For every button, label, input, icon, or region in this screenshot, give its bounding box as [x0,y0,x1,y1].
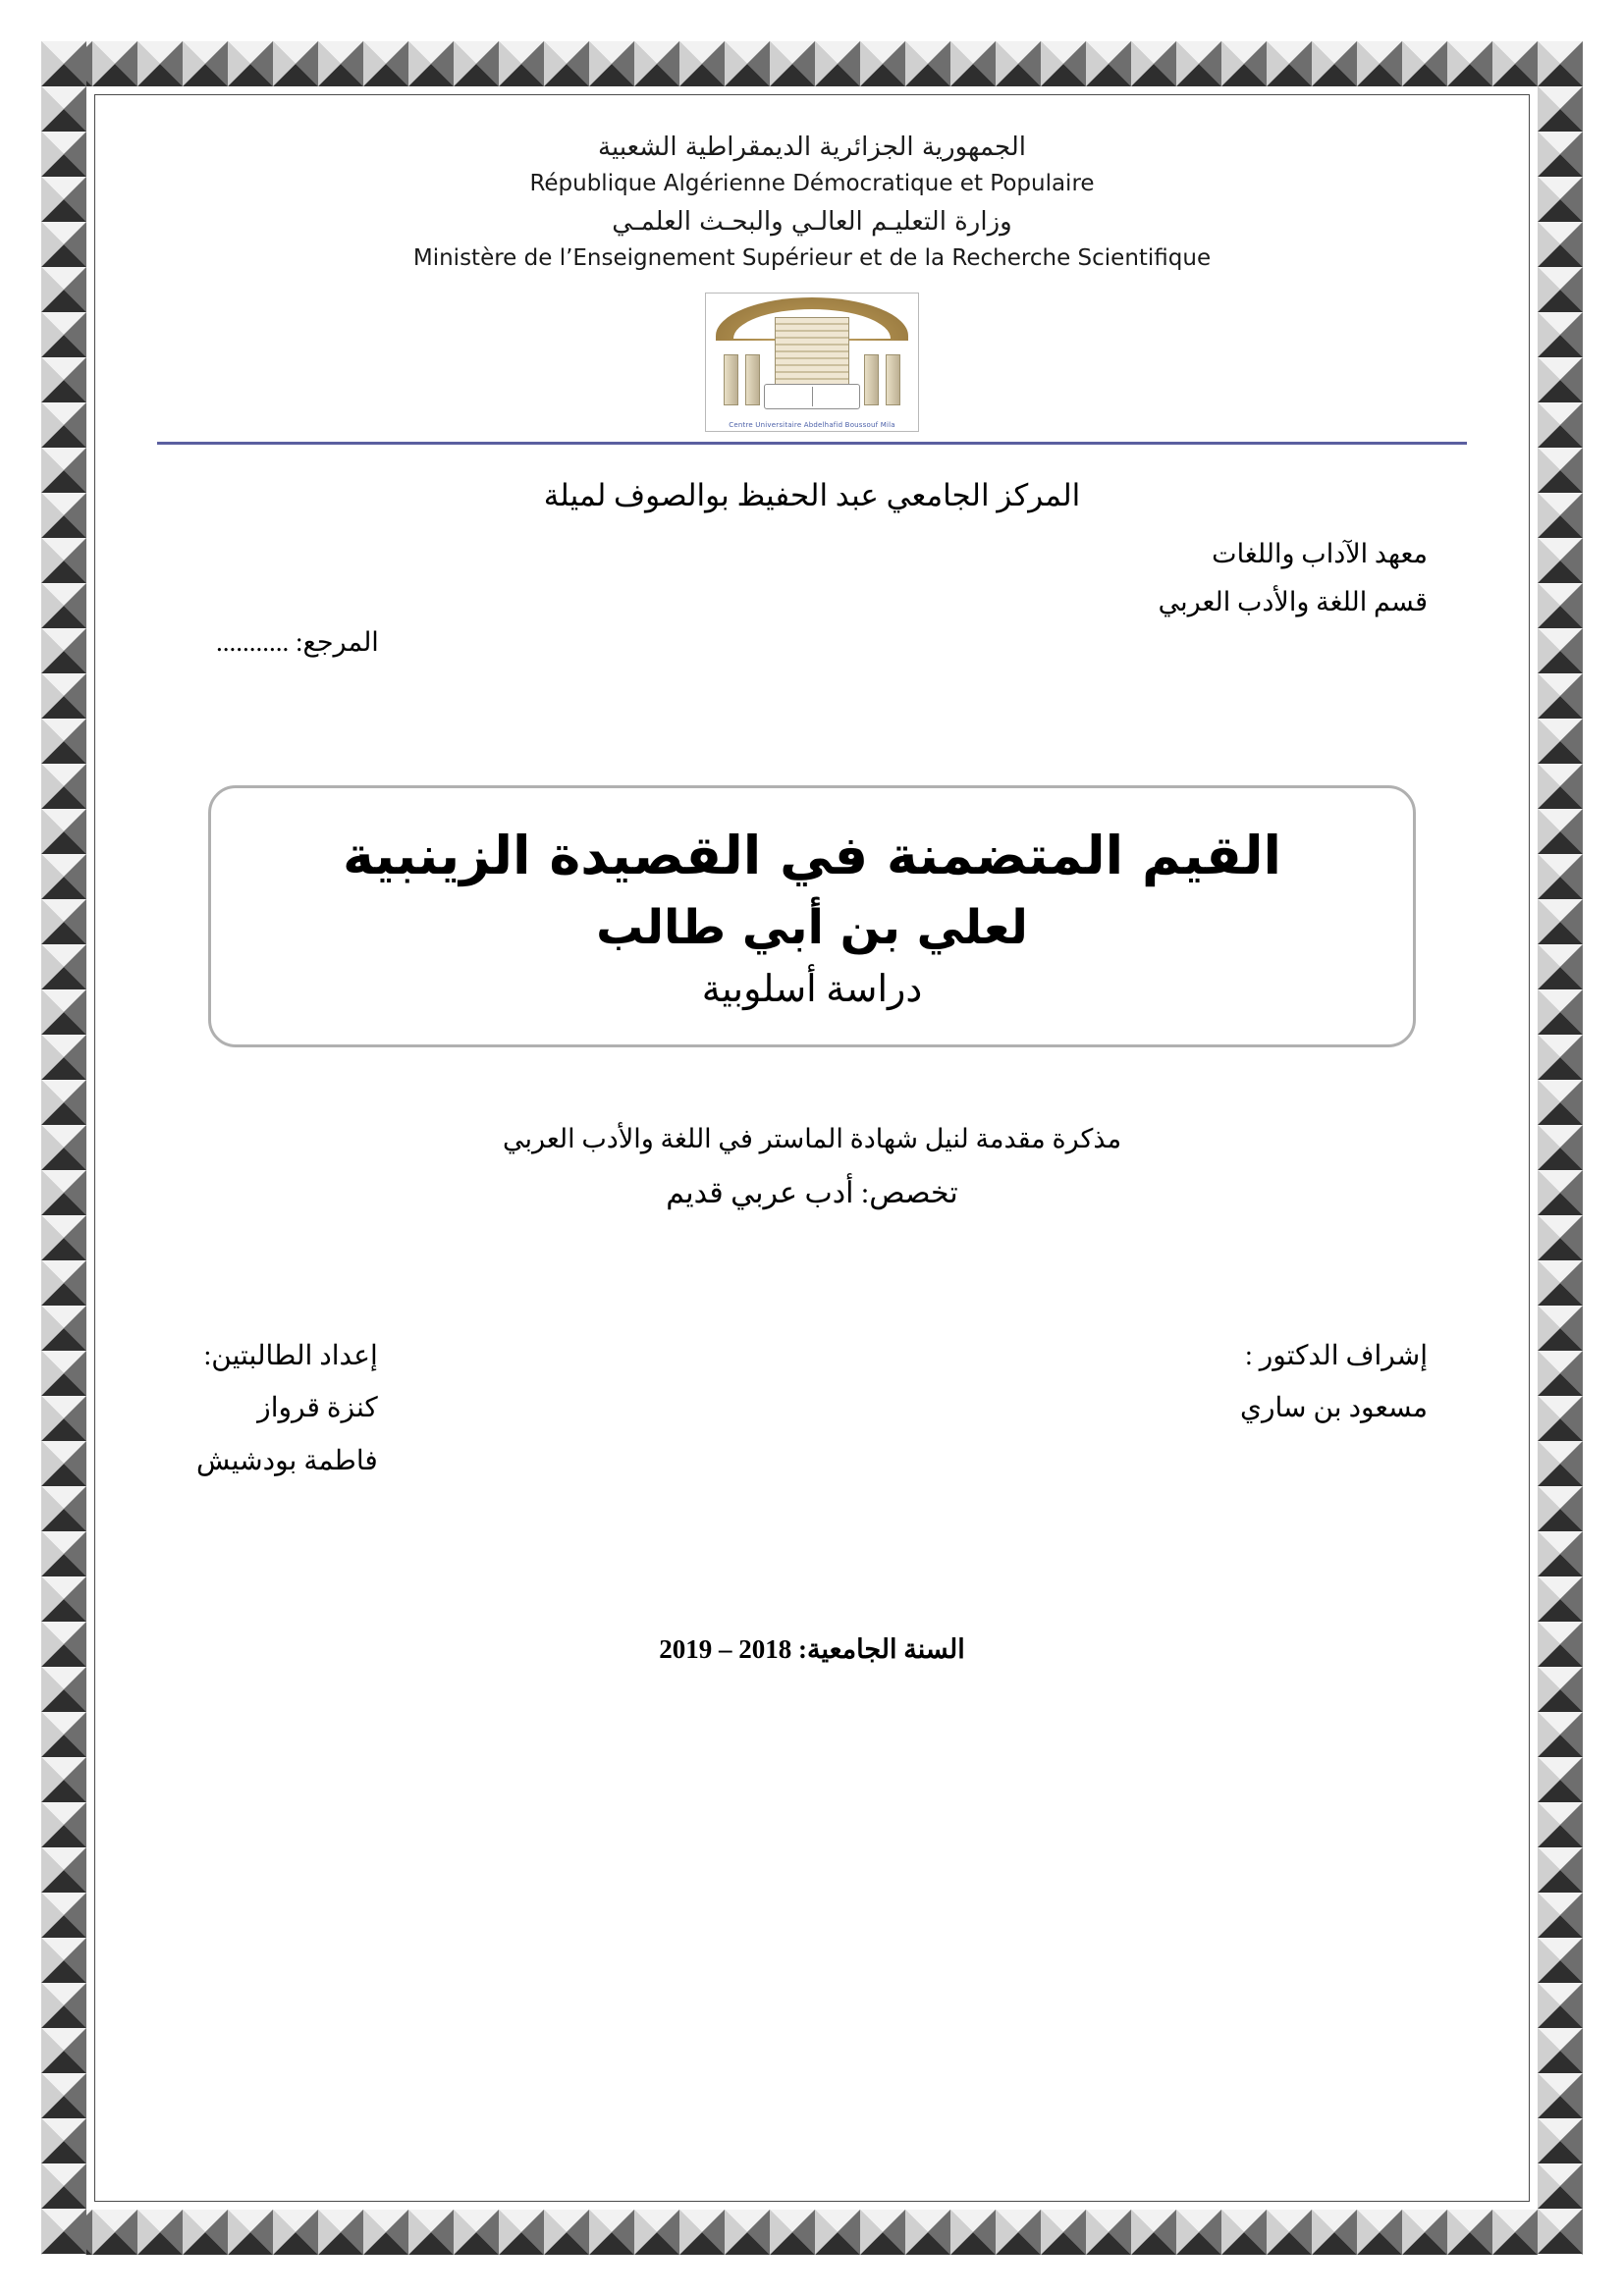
logo-caption: Centre Universitaire Abdelhafid Boussouf Mila [729,420,895,429]
border-pyramid-icon [1086,41,1131,86]
border-pyramid-icon [41,132,86,177]
border-pyramid-icon [1402,41,1447,86]
border-pyramid-icon [1538,944,1583,989]
department-name: قسم اللغة والأدب العربي [1158,586,1428,616]
border-pyramid-icon [1492,2210,1538,2255]
border-pyramid-icon [950,41,996,86]
ministry-header [157,128,1467,277]
border-pyramid-icon [1538,1441,1583,1486]
border-pyramid-icon [137,41,183,86]
border-pyramid-icon [996,41,1041,86]
border-pyramid-icon [41,1622,86,1667]
border-pyramid-icon [860,2210,905,2255]
border-pyramid-icon [499,41,544,86]
border-pyramid-icon [815,2210,860,2255]
border-pyramid-icon [815,41,860,86]
border-pyramid-icon [41,177,86,222]
people-section [157,1330,1467,1487]
border-pyramid-icon [41,448,86,493]
border-pyramid-icon [1538,989,1583,1035]
border-pyramid-icon [41,1847,86,1893]
border-pyramid-icon [41,1486,86,1531]
logo-column-icon [745,354,760,405]
border-pyramid-icon [725,41,770,86]
border-pyramid-icon [92,41,137,86]
border-pyramid-icon [1538,673,1583,719]
border-pyramid-icon [1538,1486,1583,1531]
thesis-title-sub: لعلي بن أبي طالب [596,900,1028,956]
degree-statement: مذكرة مقدمة لنيل شهادة الماستر في اللغة والأدب العربي [502,1124,1122,1154]
border-pyramid-icon [41,1667,86,1712]
border-pyramid-icon [41,2254,86,2255]
border-pyramid-icon [41,1170,86,1215]
ministry-title-french: Ministère de l’Enseignement Supérieur et de la Recherche Scientifique [412,245,1212,272]
border-pyramid-icon [1538,719,1583,764]
ministry-title-arabic: وزارة التعليـم العالـي والبحـث العلمـي [612,206,1012,237]
border-pyramid-icon [41,267,86,312]
border-pyramid-icon [770,2210,815,2255]
border-pyramid-icon [41,1712,86,1757]
border-pyramid-icon [544,2210,589,2255]
border-pyramid-icon [1312,2210,1357,2255]
border-pyramid-icon [679,41,725,86]
border-pyramid-icon [1538,2209,1583,2254]
border-pyramid-icon [41,1802,86,1847]
border-pyramid-icon [1538,538,1583,583]
border-pyramid-icon [1538,1893,1583,1938]
border-pyramid-icon [1447,2210,1492,2255]
border-pyramid-icon [905,2210,950,2255]
border-pyramid-icon [1538,1802,1583,1847]
border-pyramid-icon [363,41,408,86]
border-pyramid-icon [1538,1622,1583,1667]
border-pyramid-icon [41,1576,86,1622]
border-pyramid-icon [1538,1125,1583,1170]
supervisor-name: مسعود بن ساري [1240,1393,1428,1424]
republic-title-arabic: الجمهورية الجزائرية الديمقراطية الشعبية [598,133,1026,162]
border-pyramid-icon [1538,2254,1583,2255]
border-pyramid-icon [1538,1667,1583,1712]
border-pyramid-icon [41,402,86,448]
border-pyramid-icon [1538,2163,1583,2209]
border-pyramid-icon [408,2210,454,2255]
border-pyramid-icon [41,989,86,1035]
border-pyramid-icon [1538,583,1583,628]
border-pyramid-icon [1538,1983,1583,2028]
border-pyramid-icon [950,2210,996,2255]
header-divider [157,442,1467,445]
border-pyramid-icon [41,809,86,854]
border-pyramid-icon [318,2210,363,2255]
border-pyramid-icon [905,41,950,86]
border-pyramid-icon [228,2210,273,2255]
border-pyramid-icon [41,86,86,132]
border-pyramid-icon [41,538,86,583]
border-pyramid-icon [1538,1170,1583,1215]
border-pyramid-icon [1538,267,1583,312]
thesis-title-box [208,785,1416,1047]
border-pyramid-icon [1538,177,1583,222]
border-pyramid-icon [273,2210,318,2255]
border-pyramid-icon [41,1983,86,2028]
border-left [41,41,86,2255]
border-pyramid-icon [1538,493,1583,538]
border-pyramid-icon [860,41,905,86]
border-pyramid-icon [1538,1260,1583,1306]
border-pyramid-icon [41,583,86,628]
border-pyramid-icon [1538,764,1583,809]
border-pyramid-icon [1041,41,1086,86]
reference-number: المرجع: ........... [216,626,379,657]
university-logo [705,293,919,432]
border-pyramid-icon [41,2118,86,2163]
border-pyramid-icon [41,1125,86,1170]
border-pyramid-icon [1538,854,1583,899]
border-pyramid-icon [1538,1531,1583,1576]
border-pyramid-icon [1538,2118,1583,2163]
border-pyramid-icon [1357,41,1402,86]
border-pyramid-icon [454,2210,499,2255]
university-logo-wrapper [157,293,1467,432]
border-pyramid-icon [41,1260,86,1306]
border-pyramid-icon [1041,2210,1086,2255]
border-pyramid-icon [1538,1351,1583,1396]
border-pyramid-icon [544,41,589,86]
border-pyramid-icon [1538,1576,1583,1622]
border-pyramid-icon [41,944,86,989]
republic-title-french: République Algérienne Démocratique et Populaire [529,171,1095,197]
student-name-1: كنزة قرواز [257,1393,378,1424]
cover-content [110,110,1514,2186]
border-pyramid-icon [41,41,86,86]
thesis-title-main: القيم المتضمنة في القصيدة الزينبية [343,824,1281,886]
border-pyramid-icon [725,2210,770,2255]
border-pyramid-icon [41,1757,86,1802]
logo-column-icon [886,354,900,405]
border-pyramid-icon [183,2210,228,2255]
border-pyramid-icon [996,2210,1041,2255]
border-pyramid-icon [363,2210,408,2255]
border-pyramid-icon [41,357,86,402]
border-pyramid-icon [1538,222,1583,267]
border-pyramid-icon [41,1396,86,1441]
border-pyramid-icon [318,41,363,86]
academic-year: السنة الجامعية: 2018 – 2019 [659,1633,965,1664]
border-pyramid-icon [634,41,679,86]
border-pyramid-icon [634,2210,679,2255]
border-pyramid-icon [41,2209,86,2254]
border-pyramid-icon [273,41,318,86]
border-pyramid-icon [1357,2210,1402,2255]
border-pyramid-icon [1221,2210,1267,2255]
university-center-name: المركز الجامعي عبد الحفيظ بوالصوف لميلة [543,477,1081,512]
border-pyramid-icon [41,854,86,899]
border-pyramid-icon [137,2210,183,2255]
border-pyramid-icon [41,2073,86,2118]
border-pyramid-icon [1538,86,1583,132]
border-pyramid-icon [1538,448,1583,493]
border-pyramid-icon [1538,357,1583,402]
border-pyramid-icon [770,41,815,86]
border-pyramid-icon [589,2210,634,2255]
border-pyramid-icon [408,41,454,86]
supervisor-label: إشراف الدكتور : [1244,1341,1428,1372]
border-pyramid-icon [41,673,86,719]
border-pyramid-icon [1538,2073,1583,2118]
students-block [196,1330,378,1487]
border-pyramid-icon [41,222,86,267]
border-pyramid-icon [41,719,86,764]
border-pyramid-icon [589,41,634,86]
border-pyramid-icon [1538,132,1583,177]
border-pyramid-icon [41,1938,86,1983]
border-pyramid-icon [41,1080,86,1125]
border-pyramid-icon [41,764,86,809]
border-pyramid-icon [1538,1938,1583,1983]
border-pyramid-icon [1402,2210,1447,2255]
border-pyramid-icon [1538,1035,1583,1080]
border-pyramid-icon [1221,41,1267,86]
border-pyramid-icon [41,1306,86,1351]
border-pyramid-icon [499,2210,544,2255]
border-pyramid-icon [679,2210,725,2255]
border-pyramid-icon [41,628,86,673]
border-pyramid-icon [41,2028,86,2073]
institute-name: معهد الآداب واللغات [1212,538,1428,568]
border-pyramid-icon [1538,809,1583,854]
students-label: إعداد الطالبتين: [203,1341,378,1372]
border-pyramid-icon [1538,41,1583,86]
border-pyramid-icon [41,1351,86,1396]
border-pyramid-icon [1538,1306,1583,1351]
border-pyramid-icon [1267,2210,1312,2255]
border-right [1538,41,1583,2255]
border-pyramid-icon [92,2210,137,2255]
border-pyramid-icon [1131,41,1176,86]
border-pyramid-icon [41,1215,86,1260]
border-pyramid-icon [1538,312,1583,357]
border-pyramid-icon [1538,1712,1583,1757]
border-pyramid-icon [41,312,86,357]
border-pyramid-icon [41,1441,86,1486]
border-pyramid-icon [1538,1215,1583,1260]
border-pyramid-icon [1176,2210,1221,2255]
border-pyramid-icon [1538,2028,1583,2073]
border-pyramid-icon [1447,41,1492,86]
logo-column-icon [724,354,738,405]
border-pyramid-icon [1538,1396,1583,1441]
border-pyramid-icon [41,899,86,944]
border-pyramid-icon [1492,41,1538,86]
border-bottom [41,2210,1583,2255]
border-pyramid-icon [1538,1757,1583,1802]
border-pyramid-icon [1538,1080,1583,1125]
thesis-title-kind: دراسة أسلوبية [701,969,923,1011]
degree-speciality: تخصص: أدب عربي قديم [666,1177,958,1210]
supervisor-block [1240,1330,1428,1434]
border-pyramid-icon [1131,2210,1176,2255]
border-top [41,41,1583,86]
border-pyramid-icon [1538,402,1583,448]
border-pyramid-icon [41,1035,86,1080]
border-pyramid-icon [1086,2210,1131,2255]
border-pyramid-icon [1538,899,1583,944]
border-pyramid-icon [1176,41,1221,86]
logo-book-icon [764,384,860,409]
border-pyramid-icon [183,41,228,86]
border-pyramid-icon [228,41,273,86]
border-pyramid-icon [41,1893,86,1938]
border-pyramid-icon [41,1531,86,1576]
border-pyramid-icon [454,41,499,86]
border-pyramid-icon [1267,41,1312,86]
border-pyramid-icon [1312,41,1357,86]
border-pyramid-icon [41,493,86,538]
border-pyramid-icon [1538,628,1583,673]
logo-column-icon [864,354,879,405]
student-name-2: فاطمة بودشيش [196,1445,378,1476]
border-pyramid-icon [1538,1847,1583,1893]
border-pyramid-icon [41,2163,86,2209]
